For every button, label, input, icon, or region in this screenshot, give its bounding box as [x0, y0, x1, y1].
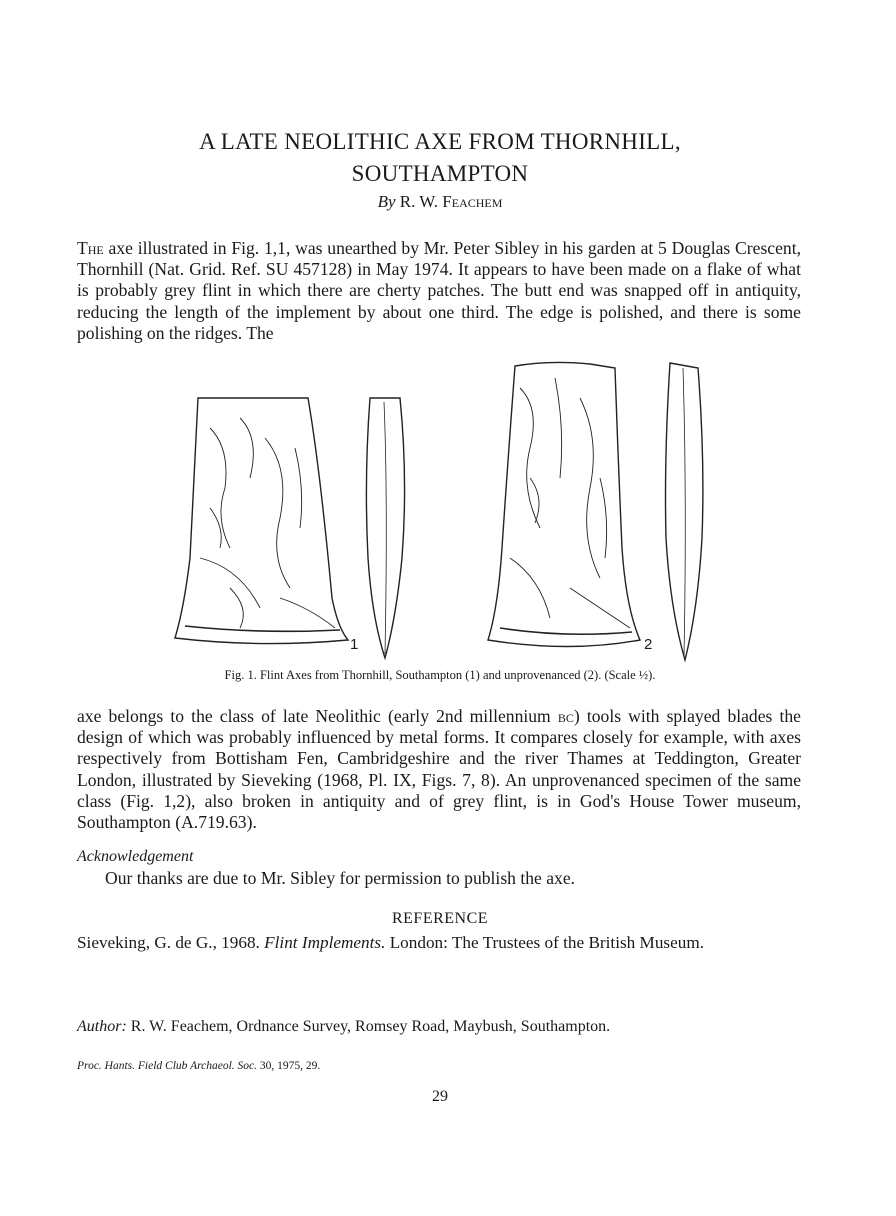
paragraph-1	[77, 238, 801, 344]
axe-1-face	[175, 398, 348, 644]
figure-caption: Fig. 1. Flint Axes from Thornhill, Southampton (1) and unprovenanced (2). (Scale ½).	[224, 668, 656, 682]
paragraph-2-bc: bc	[557, 706, 574, 726]
figure-label-2: 2	[644, 636, 653, 653]
author-label: Author:	[77, 1018, 127, 1035]
author-address: R. W. Feachem, Ordnance Survey, Romsey Road, Maybush, Southampton.	[126, 1018, 611, 1035]
journal-citation	[77, 1060, 320, 1072]
journal-volume: 30, 1975, 29.	[257, 1060, 321, 1072]
paragraph-2-text-a: axe belongs to the class of late Neolithic (early 2nd millennium	[77, 706, 558, 726]
byline	[80, 192, 800, 212]
reference-work: Flint Implements.	[264, 933, 386, 952]
acknowledgement-heading: Acknowledgement	[77, 848, 194, 865]
byline-author: R. W. Feachem	[399, 192, 503, 211]
byline-by: By	[377, 192, 396, 211]
figure-flint-axes	[170, 358, 730, 663]
author-note	[77, 1018, 610, 1036]
figure-label-1: 1	[350, 636, 359, 653]
title-line-1: A LATE NEOLITHIC AXE FROM THORNHILL,	[199, 129, 681, 154]
title-line-2: SOUTHAMPTON	[351, 161, 529, 186]
reference-entry	[77, 933, 704, 953]
axe-drawings	[170, 358, 730, 663]
reference-rest: London: The Trustees of the British Museum.	[385, 933, 704, 952]
reference-author: Sieveking, G. de G., 1968.	[77, 933, 265, 952]
paragraph-2	[77, 706, 801, 833]
paragraph-1-lead: The	[77, 238, 104, 258]
paragraph-2-text-b: ) tools with splayed blades the design of which was probably influenced by metal forms. It compares closely for example, with axes respectively from Bottisham Fen, Cambridgeshire and the river Thames at Teddington, Greater London, illustrated by Sieveking (1968, Pl. IX, Figs. 7, 8). An unprovenanced specimen of the same class (Fig. 1,2), also broken in antiquity and of grey flint, is in God's House Tower museum, Southampton (A.719.63).	[77, 706, 801, 833]
page-number: 29	[432, 1088, 448, 1105]
acknowledgement-text: Our thanks are due to Mr. Sibley for permission to publish the axe.	[105, 868, 576, 888]
article-title	[80, 126, 800, 190]
paragraph-1-text: axe illustrated in Fig. 1,1, was unearthed by Mr. Peter Sibley in his garden at 5 Douglas Crescent, Thornhill (Nat. Grid. Ref. SU 457128) in May 1974. It appears to have been made on a flake of what is probably grey flint in which there are cherty patches. The butt end was snapped off in antiquity, reducing the length of the implement by about one third. The edge is polished, and there is some polishing on the ridges. The	[77, 238, 801, 343]
reference-heading: REFERENCE	[391, 910, 489, 927]
axe-2-face	[488, 362, 640, 646]
journal-name: Proc. Hants. Field Club Archaeol. Soc.	[77, 1060, 258, 1072]
